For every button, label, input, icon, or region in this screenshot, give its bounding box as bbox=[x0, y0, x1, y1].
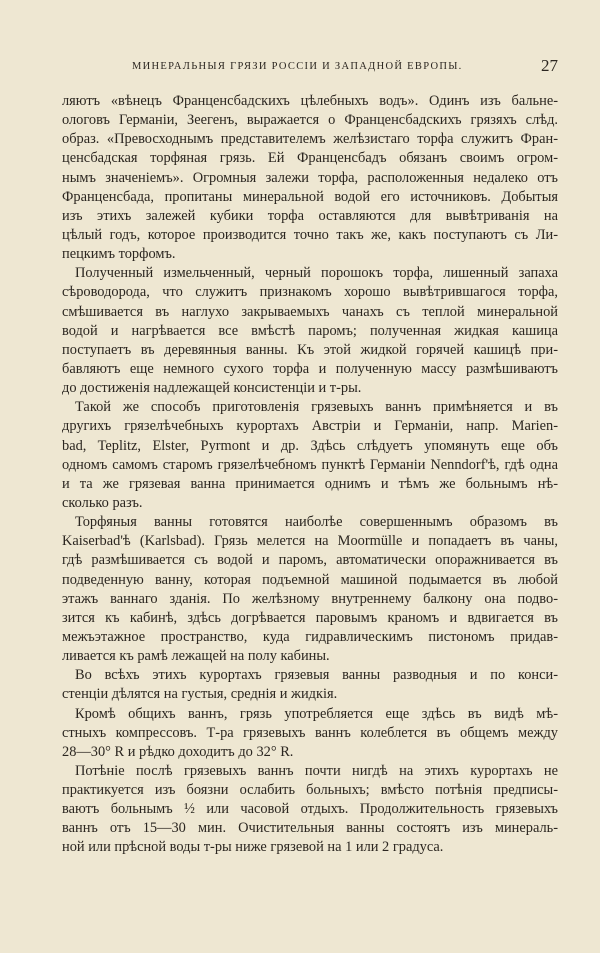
text-line: смѣшивается въ наглухо закрываемыхъ чанахъ съ теплой минеральной bbox=[62, 303, 558, 320]
text-line: ологовъ Германіи, Зеегенъ, выражается о Франценсбадскихъ грязяхъ слѣд. bbox=[62, 112, 558, 129]
page-number: 27 bbox=[541, 56, 558, 75]
text-line: нымъ значеніемъ». Огромныя залежи торфа, расположенныя недалеко отъ bbox=[62, 169, 558, 186]
text-line: Во всѣхъ этихъ курортахъ грязевыя ванны разводныя и по конси- bbox=[75, 667, 558, 684]
text-line: сѣроводорода, что служитъ признакомъ хорошо вывѣтрившагося торфа, bbox=[62, 284, 558, 301]
text-line: 28—30° R и рѣдко доходитъ до 32° R. bbox=[62, 743, 294, 760]
text-line: водой и нагрѣвается все вмѣстѣ паромъ; полученная жидкая кашица bbox=[62, 322, 558, 339]
paragraph bbox=[62, 705, 558, 762]
text-line: поступаетъ въ деревянныя ванны. Къ этой жидкой горячей кашицѣ при- bbox=[62, 341, 558, 358]
paragraph bbox=[62, 513, 558, 666]
text-line: ваютъ больнымъ ½ или часовой отдыхъ. Продолжительность грязевыхъ bbox=[62, 801, 558, 818]
text-line: другихъ грязелѣчебныхъ курортахъ Австріи и Германіи, напр. Marien- bbox=[62, 418, 558, 435]
text-line: цѣлый годъ, которое производится точно такъ же, какъ поступаютъ съ Ли- bbox=[62, 226, 558, 243]
text-line: Кромѣ общихъ ваннъ, грязь употребляется еще здѣсь въ видѣ мѣ- bbox=[75, 705, 558, 722]
body-text bbox=[62, 92, 558, 858]
text-line: сколько разъ. bbox=[62, 494, 143, 511]
text-line: ливается къ рамѣ лежащей на полу кабины. bbox=[62, 648, 330, 665]
text-line: практикуется изъ боязни ослабить больныхъ; вмѣсто потѣнія предписы- bbox=[62, 782, 558, 799]
text-line: бавляютъ еще немного сухого торфа и полученную массу размѣшиваютъ bbox=[62, 360, 558, 377]
text-line: и та же грязевая ванна принимается однимъ и тѣмъ же больнымъ нѣ- bbox=[62, 475, 558, 492]
paragraph bbox=[62, 398, 558, 513]
text-line: Торфяныя ванны готовятся наиболѣе совершеннымъ образомъ въ bbox=[75, 514, 558, 531]
paragraph bbox=[62, 666, 558, 704]
text-line: до достиженія надлежащей консистенціи и т-ры. bbox=[62, 380, 362, 397]
page-header bbox=[62, 58, 558, 78]
text-line: Франценсбада, пропитаны минеральной водой его источниковъ. Добытыя bbox=[62, 188, 558, 205]
text-line: ляютъ «вѣнецъ Франценсбадскихъ цѣлебныхъ водъ». Одинъ изъ бальне- bbox=[62, 93, 558, 109]
text-line: зится къ кабинѣ, здѣсь догрѣвается паровымъ краномъ и вдвигается въ bbox=[62, 609, 558, 626]
text-line: Kaiserbad'ѣ (Karlsbad). Грязь мелется на Moormülle и попадаетъ въ чаны, bbox=[62, 533, 558, 550]
paragraph bbox=[62, 92, 558, 264]
text-line: bad, Teplitz, Elster, Pyrmont и др. Здѣсь слѣдуетъ упомянуть еще объ bbox=[62, 437, 558, 454]
text-line: стныхъ компрессовъ. Т-ра грязевыхъ ваннъ колеблется въ общемъ между bbox=[62, 724, 558, 741]
text-line: Полученный измельченный, черный порошокъ торфа, лишенный запаха bbox=[75, 265, 558, 282]
text-line: ной или прѣсной воды т-ры ниже грязевой на 1 или 2 градуса. bbox=[62, 839, 444, 856]
text-line: стенціи дѣлятся на густыя, среднія и жидкія. bbox=[62, 686, 338, 703]
text-line: этажъ ваннаго зданія. По желѣзному внутреннему балкону она подво- bbox=[62, 590, 558, 607]
text-line: ценсбадская торфяная грязь. Ей Франценсбадъ обязанъ своимъ огром- bbox=[62, 150, 558, 167]
text-line: межъэтажное пространство, куда гидравлическимъ пистономъ придав- bbox=[62, 628, 558, 645]
text-line: пецкимъ торфомъ. bbox=[62, 246, 176, 263]
text-line: ваннъ отъ 15—30 мин. Очистительныя ванны состоятъ изъ минераль- bbox=[62, 820, 558, 837]
text-line: изъ этихъ залежей кубики торфа оставляются для вывѣтриванія на bbox=[62, 207, 558, 224]
running-title: МИНЕРАЛЬНЫЯ ГРЯЗИ РОССІИ И ЗАПАДНОЙ ЕВРОПЫ. bbox=[132, 61, 463, 72]
text-line: образ. «Превосходнымъ представителемъ желѣзистаго торфа служитъ Фран- bbox=[62, 131, 558, 148]
text-line: Потѣніе послѣ грязевыхъ ваннъ почти нигдѣ на этихъ курортахъ не bbox=[75, 762, 558, 779]
text-line: Такой же способъ приготовленія грязевыхъ ваннъ примѣняется и въ bbox=[75, 399, 558, 416]
paragraph bbox=[62, 762, 558, 858]
paragraph bbox=[62, 264, 558, 398]
text-line: одномъ самомъ старомъ грязелѣчебномъ пунктѣ Германіи Nenndorf'ѣ, гдѣ одна bbox=[62, 456, 558, 473]
text-line: гдѣ размѣшивается съ водой и паромъ, автоматически опоражнивается въ bbox=[62, 552, 558, 569]
text-line: подведенную ванну, которая подъемной машиной подымается въ любой bbox=[62, 571, 558, 588]
